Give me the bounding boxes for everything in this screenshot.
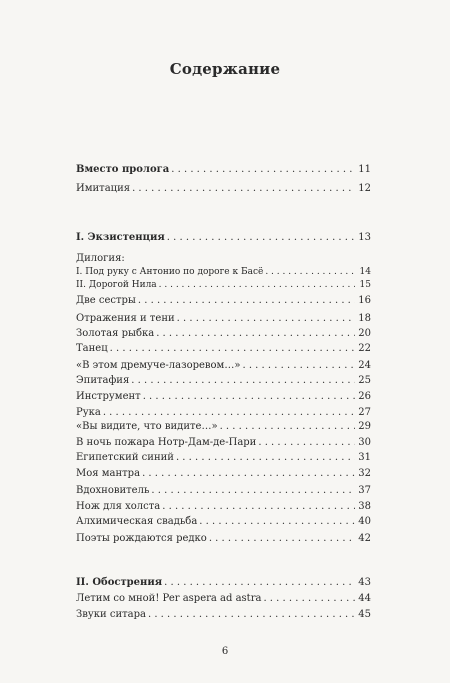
toc-entry-page: 20: [358, 328, 371, 339]
dot-leader: [131, 375, 355, 387]
dot-leader: [142, 468, 355, 480]
toc-entry-label: Алхимическая свадьба: [76, 516, 198, 527]
toc-entry: [76, 421, 371, 433]
toc-entry-label: I. Под руку с Антонио по дороге к Басё: [76, 267, 264, 277]
toc-entry-page: 29: [358, 421, 371, 432]
toc-entry-page: 22: [358, 343, 371, 354]
toc-entry-label: Моя мантра: [76, 468, 141, 479]
toc-entry-label: Звуки ситара: [76, 609, 146, 620]
toc-entry: [76, 407, 371, 419]
toc-entry: [76, 452, 371, 464]
toc-entry-label: Эпитафия: [76, 375, 130, 386]
toc-entry-page: 11: [358, 164, 371, 175]
toc-entry: [76, 343, 371, 355]
toc-entry-page: 37: [358, 485, 371, 496]
toc-entry: [76, 593, 371, 605]
dot-leader: [162, 501, 355, 513]
toc-entry-label: Поэты рождаются редко: [76, 533, 207, 544]
toc-entry: [76, 183, 371, 195]
toc-entry-page: 12: [358, 183, 371, 194]
toc-entry: [76, 516, 371, 528]
toc-group-heading: Дилогия:: [76, 253, 125, 264]
toc-entry-page: 14: [359, 267, 371, 277]
toc-entry: [76, 328, 371, 340]
toc-entry-label: Танец: [76, 343, 108, 354]
dot-leader: [199, 516, 355, 528]
toc-entry: [76, 360, 371, 372]
dot-leader: [148, 609, 355, 621]
toc-entry: [76, 232, 371, 244]
toc-entry-label: II. Обострения: [76, 577, 163, 588]
toc-entry-page: 32: [358, 468, 371, 479]
toc-entry-page: 26: [358, 391, 371, 402]
toc-entry-page: 40: [358, 516, 371, 527]
dot-leader: [171, 164, 355, 176]
toc-entry: [76, 437, 371, 449]
toc-entry: [76, 577, 371, 589]
dot-leader: [156, 328, 355, 340]
toc-entry-label: Отражения и тени: [76, 313, 175, 324]
page-title: Содержание: [169, 60, 281, 78]
dot-leader: [103, 407, 355, 419]
toc-entry-page: 31: [358, 452, 371, 463]
dot-leader: [110, 343, 355, 355]
toc-entry-label: В ночь пожара Нотр-Дам-де-Пари: [76, 437, 257, 448]
toc-entry-page: 18: [358, 313, 371, 324]
dot-leader: [164, 577, 355, 589]
dot-leader: [263, 593, 355, 605]
toc-entry-label: Золотая рыбка: [76, 328, 155, 339]
toc-entry-label: Рука: [76, 407, 101, 418]
dot-leader: [151, 485, 355, 497]
dot-leader: [209, 533, 355, 545]
toc-entry-page: 25: [358, 375, 371, 386]
toc-entry-page: 42: [358, 533, 371, 544]
toc-entry: [76, 391, 371, 403]
toc-entry-label: Вместо пролога: [76, 164, 170, 175]
toc-entry: [76, 313, 371, 325]
toc-entry: [76, 266, 371, 278]
toc-entry-label: Две сестры: [76, 295, 136, 306]
toc-entry-page: 38: [358, 501, 371, 512]
dot-leader: [220, 421, 355, 433]
toc-entry: [76, 468, 371, 480]
toc-entry-page: 27: [358, 407, 371, 418]
toc-entry: [76, 501, 371, 513]
toc-entry-page: 43: [358, 577, 371, 588]
page-number: 6: [221, 646, 229, 657]
toc-entry-label: Летим со мной! Per aspera ad astra: [76, 593, 262, 604]
dot-leader: [159, 279, 355, 291]
toc-entry-page: 15: [359, 280, 371, 290]
toc-entry: [76, 375, 371, 387]
toc-entry-page: 45: [358, 609, 371, 620]
toc-entry-page: 24: [358, 360, 371, 371]
toc-entry-page: 16: [358, 295, 371, 306]
toc-entry-label: Вдохновитель: [76, 485, 150, 496]
toc-entry-label: Нож для холста: [76, 501, 161, 512]
toc-entry: [76, 295, 371, 307]
dot-leader: [177, 313, 355, 325]
toc-entry-label: I. Экзистенция: [76, 232, 165, 243]
dot-leader: [265, 266, 355, 278]
toc-entry-page: 44: [358, 593, 371, 604]
toc-entry: [76, 485, 371, 497]
dot-leader: [176, 452, 355, 464]
toc-entry: [76, 609, 371, 621]
toc-entry: [76, 164, 371, 176]
dot-leader: [242, 360, 355, 372]
toc-entry: [76, 279, 371, 291]
dot-leader: [167, 232, 355, 244]
toc-entry-label: Египетский синий: [76, 452, 174, 463]
toc-entry: [76, 533, 371, 545]
toc-entry-label: «Вы видите, что видите…»: [76, 421, 218, 432]
dot-leader: [132, 183, 355, 195]
dot-leader: [258, 437, 355, 449]
toc-entry-label: II. Дорогой Нила: [76, 280, 157, 290]
dot-leader: [143, 391, 355, 403]
toc-entry-label: Имитация: [76, 183, 131, 194]
dot-leader: [138, 295, 355, 307]
toc-entry-page: 13: [358, 232, 371, 243]
toc-entry-page: 30: [358, 437, 371, 448]
toc-entry-label: Инструмент: [76, 391, 141, 402]
toc-entry-label: «В этом дремуче-лазоревом…»: [76, 360, 241, 371]
